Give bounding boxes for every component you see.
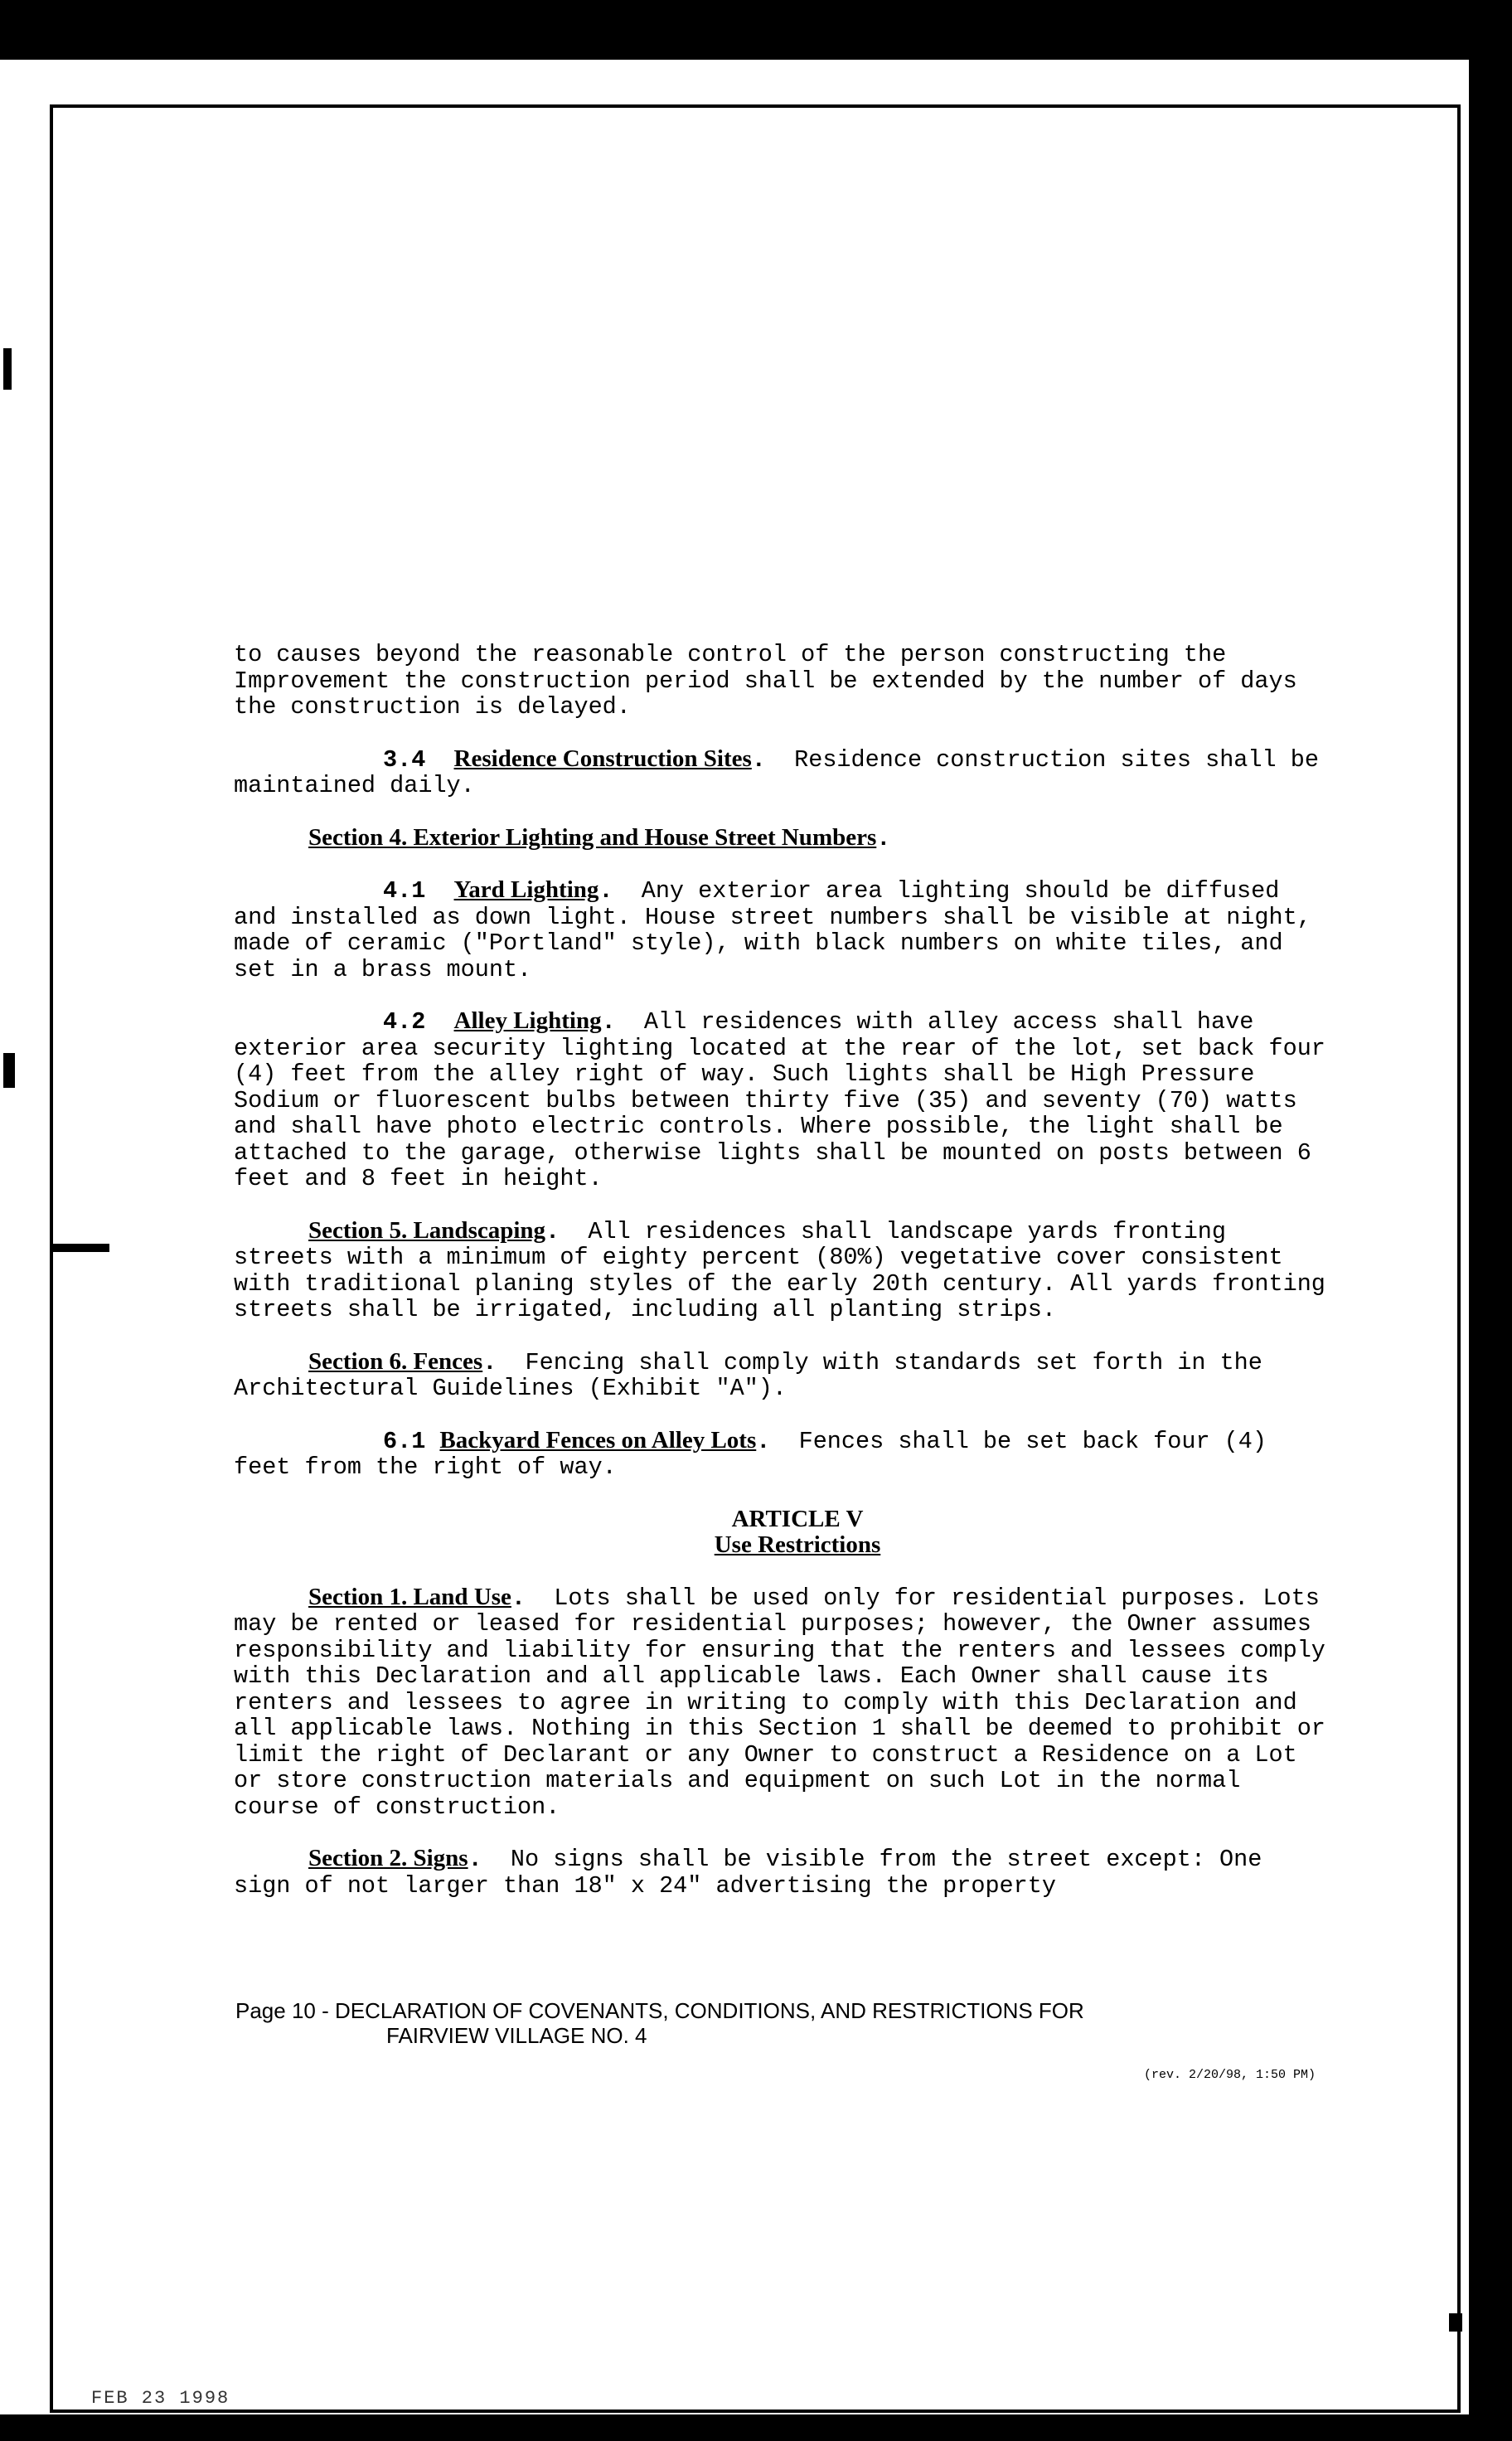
section-3-4-heading: Residence Construction Sites: [453, 745, 752, 772]
article-5-section-1: Section 1. Land Use. Lots shall be used only for residential purposes. Lots may be rented or leased for residential purposes; however, the Owner assumes responsibility and liability for ensuring that the renters and lessees comply with this Declaration and all applicable laws. Each Owner shall cause its renters and lessees to agree in writing to comply with this Declaration and all applicable laws. Nothing in this Section 1 shall be deemed to prohibit or limit the right of Declarant or any Owner to construct a Residence on a Lot or store construction materials and equipment on such Lot in the normal course of construction.: [234, 1583, 1325, 1821]
scan-edge-right: [1469, 0, 1512, 2441]
article-title: ARTICLE V: [731, 1505, 864, 1532]
section-6-1: 6.1 Backyard Fences on Alley Lots. Fences shall be set back four (4) feet from the right of way.: [234, 1426, 1267, 1481]
section-4-2-heading: Alley Lighting: [453, 1007, 602, 1034]
section-3-4-text: Residence construction sites shall be maintained daily.: [234, 745, 1319, 799]
section-6-1-heading: Backyard Fences on Alley Lots: [439, 1426, 757, 1453]
section-4-1-number: 4.1: [383, 877, 426, 905]
article-5-section-1-text: Lots shall be used only for residential purposes. Lots may be rented or leased for residential purposes; however, the Owner assumes responsibility and liability for ensuring that the renters and lessees comply with this Declaration and all applicable laws. Each Owner shall cause its renters and lessees to agree in writing to comply with this Declaration and all applicable laws. Nothing in this Section 1 shall be deemed to prohibit or limit the right of Declarant or any Owner to construct a Residence on a Lot or store construction materials and equipment on such Lot in the normal course of construction.: [234, 1584, 1325, 1821]
section-3-4-number: 3.4: [383, 745, 426, 774]
section-6-1-text: Fences shall be set back four (4) feet from the right of way.: [234, 1427, 1267, 1481]
article-5-section-1-heading: Section 1. Land Use: [308, 1583, 511, 1610]
footer-line-2: FAIRVIEW VILLAGE NO. 4: [386, 2023, 647, 2048]
article-5-section-2-heading: Section 2. Signs: [308, 1845, 468, 1871]
margin-speck: [51, 1244, 109, 1252]
margin-speck: [3, 1053, 15, 1088]
page-footer: [235, 1998, 1330, 2048]
article-5-section-2-text: No signs shall be visible from the street except: One sign of not larger than 18" x 24" advertising the property: [234, 1846, 1262, 1900]
section-4-2: 4.2 Alley Lighting. All residences with alley access shall have exterior area security lighting located at the rear of the lot, set back four (4) feet from the alley right of way. Such lights shall be High Pressure Sodium or fluorescent bulbs between thirty five (35) and seventy (70) watts and shall have photo electric controls. Where possible, the light shall be attached to the garage, otherwise lights shall be mounted on posts between 6 feet and 8 feet in height.: [234, 1007, 1325, 1192]
document-body: [234, 642, 1328, 1924]
scan-edge-bottom: [0, 2414, 1512, 2441]
continuation-paragraph: to causes beyond the reasonable control of the person constructing the Improvement the construction period shall be extended by the number of days the construction is delayed.: [234, 641, 1297, 721]
section-6-1-number: 6.1: [383, 1427, 426, 1455]
section-6-text: Fencing shall comply with standards set forth in the Architectural Guidelines (Exhibit "A").: [234, 1348, 1262, 1402]
section-5-text: All residences shall landscape yards fronting streets with a minimum of eighty percent (80%) vegetative cover consistent with traditional planing styles of the early 20th century. All yards fronting streets shall be irrigated, including all planting strips.: [234, 1217, 1325, 1323]
section-4-heading: Section 4. Exterior Lighting and House Street Numbers: [308, 823, 877, 851]
date-stamp: FEB 23 1998: [91, 2388, 230, 2409]
margin-speck: [3, 348, 12, 390]
section-5-heading: Section 5. Landscaping: [308, 1216, 546, 1244]
section-4-1: 4.1 Yard Lighting. Any exterior area lighting should be diffused and installed as down light. House street numbers shall be visible at night, made of ceramic ("Portland" style), with black numbers on white tiles, and set in a brass mount.: [234, 876, 1311, 983]
article-5-section-2: Section 2. Signs. No signs shall be visible from the street except: One sign of not larger than 18" x 24" advertising the property: [234, 1845, 1262, 1900]
section-3-4: 3.4 Residence Construction Sites. Residence construction sites shall be maintained daily.: [234, 745, 1319, 799]
revision-note: (rev. 2/20/98, 1:50 PM): [1144, 2068, 1316, 2082]
section-6-heading: Section 6. Fences: [308, 1347, 483, 1375]
section-4-2-number: 4.2: [383, 1008, 426, 1036]
section-4-2-text: All residences with alley access shall have exterior area security lighting located at the rear of the lot, set back four (4) feet from the alley right of way. Such lights shall be High Pressure Sodium or fluorescent bulbs between thirty five (35) and seventy (70) watts and shall have photo electric controls. Where possible, the light shall be attached to the garage, otherwise lights shall be mounted on posts between 6 feet and 8 feet in height.: [234, 1008, 1325, 1192]
section-5: Section 5. Landscaping. All residences shall landscape yards fronting streets with a minimum of eighty percent (80%) vegetative cover consistent with traditional planing styles of the early 20th century. All yards fronting streets shall be irrigated, including all planting strips.: [234, 1216, 1325, 1323]
footer-line-1: Page 10 - DECLARATION OF COVENANTS, CONDITIONS, AND RESTRICTIONS FOR: [235, 1998, 1084, 2023]
article-subtitle: Use Restrictions: [714, 1531, 881, 1558]
section-4-title: Section 4. Exterior Lighting and House Street Numbers.: [308, 823, 891, 852]
margin-speck: [1449, 2313, 1462, 2332]
section-4-1-heading: Yard Lighting: [453, 876, 599, 903]
section-4-1-text: Any exterior area lighting should be diffused and installed as down light. House street numbers shall be visible at night, made of ceramic ("Portland" style), with black numbers on white tiles, and set in a brass mount.: [234, 877, 1311, 983]
section-6: Section 6. Fences. Fencing shall comply with standards set forth in the Architectural Guidelines (Exhibit "A").: [234, 1347, 1262, 1402]
scan-edge-top: [0, 0, 1512, 60]
